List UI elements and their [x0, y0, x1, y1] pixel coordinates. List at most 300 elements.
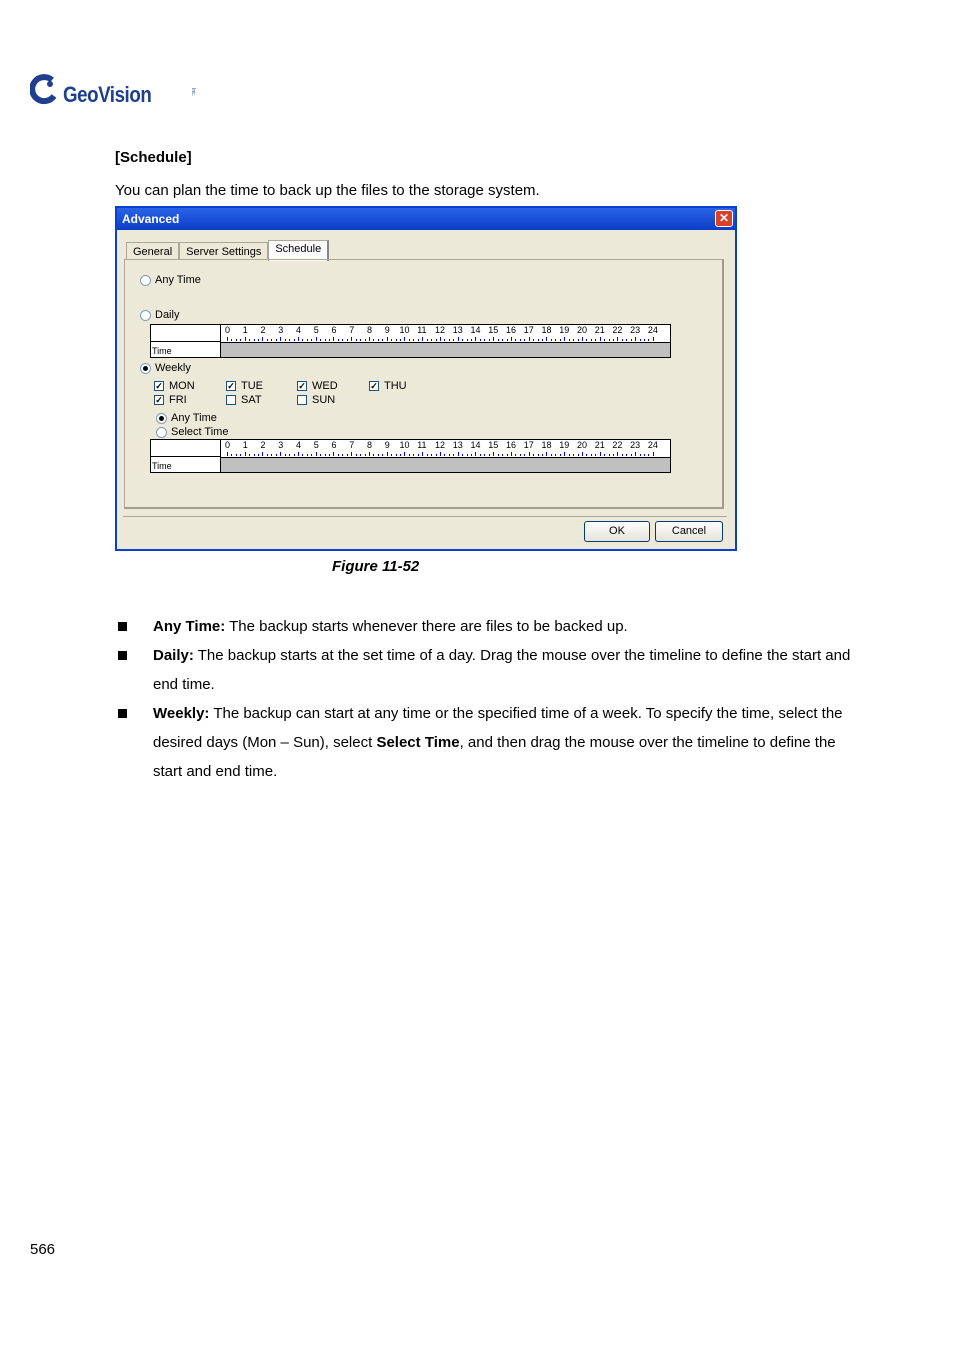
hour-tick — [533, 454, 534, 456]
hour-tick — [449, 339, 450, 341]
hour-tick — [520, 454, 521, 456]
hour-tick — [480, 339, 481, 341]
bullet-daily — [115, 641, 855, 699]
figure-caption: Figure 11-52 — [332, 558, 420, 575]
hour-label: 20 — [576, 440, 587, 450]
hour-tick — [258, 339, 259, 341]
hour-tick — [453, 454, 454, 456]
hour-tick — [365, 454, 366, 456]
hour-tick — [298, 337, 299, 341]
hour-tick — [600, 337, 601, 341]
tab-schedule[interactable]: Schedule — [268, 240, 329, 261]
hour-tick — [231, 339, 232, 341]
hour-tick — [280, 452, 281, 456]
hour-tick — [245, 337, 246, 341]
hour-label: 8 — [366, 440, 372, 450]
hour-tick — [586, 339, 587, 341]
hour-tick — [325, 454, 326, 456]
hour-tick — [369, 452, 370, 456]
hour-label: 5 — [313, 325, 319, 335]
hour-tick — [578, 454, 579, 456]
hour-tick — [431, 454, 432, 456]
hour-tick — [342, 339, 343, 341]
hour-label: 12 — [434, 440, 445, 450]
hour-label: 10 — [399, 440, 410, 450]
bullet-text: The backup starts whenever there are files to be backed up. — [225, 618, 628, 635]
advanced-dialog — [115, 206, 737, 551]
hour-tick — [493, 337, 494, 341]
hour-tick — [444, 454, 445, 456]
hour-tick — [529, 337, 530, 341]
hour-tick — [307, 454, 308, 456]
hour-label: 11 — [417, 325, 427, 335]
hour-label: 7 — [349, 440, 355, 450]
hour-tick — [422, 452, 423, 456]
tue-checkbox[interactable]: ✓ TUE — [227, 380, 263, 392]
weekly-select-time-option[interactable] — [156, 426, 228, 438]
hour-tick — [249, 339, 250, 341]
hour-label: 4 — [295, 325, 301, 335]
hour-tick — [267, 454, 268, 456]
hour-label: 4 — [295, 440, 301, 450]
hour-tick — [236, 454, 237, 456]
hour-tick — [582, 337, 583, 341]
hour-tick — [524, 339, 525, 341]
hour-tick — [382, 339, 383, 341]
hour-tick — [653, 452, 654, 456]
hour-tick — [320, 454, 321, 456]
hour-tick — [515, 339, 516, 341]
geovision-logo-icon — [30, 74, 60, 106]
hour-label: 1 — [242, 325, 248, 335]
hour-tick — [555, 454, 556, 456]
hour-tick — [285, 454, 286, 456]
hour-tick — [622, 454, 623, 456]
hour-tick — [289, 339, 290, 341]
hour-tick — [271, 454, 272, 456]
logo-sub: Inc. — [190, 88, 196, 97]
weekly-any-time-radio[interactable] — [156, 413, 167, 424]
hour-tick — [569, 454, 570, 456]
weekly-timeline[interactable] — [150, 439, 671, 473]
hour-tick — [542, 454, 543, 456]
hour-tick — [511, 337, 512, 341]
hour-tick — [462, 454, 463, 456]
hour-label: 17 — [523, 440, 534, 450]
thu-label: THU — [384, 380, 407, 392]
hour-tick — [458, 337, 459, 341]
hour-tick — [245, 452, 246, 456]
bullet-square-icon — [118, 651, 127, 660]
hour-tick — [569, 339, 570, 341]
hour-tick — [520, 339, 521, 341]
hour-tick — [418, 454, 419, 456]
hour-label: 6 — [331, 440, 337, 450]
daily-time-label: Time — [152, 346, 172, 356]
hour-tick — [391, 454, 392, 456]
hour-label: 16 — [505, 325, 516, 335]
hour-tick — [329, 339, 330, 341]
logo-text: GeoVision — [63, 82, 152, 107]
hour-tick — [400, 454, 401, 456]
hour-tick — [507, 454, 508, 456]
hour-tick — [436, 454, 437, 456]
hour-tick — [351, 337, 352, 341]
bullet-term: Weekly: — [153, 705, 210, 722]
sat-checkbox[interactable] — [226, 394, 262, 406]
hour-tick — [462, 339, 463, 341]
hour-tick — [626, 339, 627, 341]
any-time-label: Any Time — [155, 274, 201, 286]
hour-tick — [573, 454, 574, 456]
hour-tick — [227, 337, 228, 341]
hour-tick — [413, 339, 414, 341]
hour-tick — [338, 454, 339, 456]
hour-label: 15 — [488, 325, 499, 335]
hour-label: 18 — [541, 325, 552, 335]
cancel-button[interactable]: Cancel — [655, 521, 723, 542]
hour-tick — [604, 339, 605, 341]
hour-tick — [617, 452, 618, 456]
hour-tick — [316, 452, 317, 456]
hour-label: 11 — [417, 440, 427, 450]
hour-tick — [551, 454, 552, 456]
hour-tick — [453, 339, 454, 341]
any-time-option[interactable] — [140, 274, 201, 286]
bullet-text: The backup can start at any time or the specified time of a week. To specify the time, select the desired days (Mon – Sun), select — [153, 705, 843, 751]
hour-tick — [440, 337, 441, 341]
hour-tick — [529, 452, 530, 456]
any-time-radio[interactable] — [140, 275, 151, 286]
hour-tick — [484, 454, 485, 456]
weekly-select-time-label: Select Time — [171, 426, 229, 438]
hour-tick — [436, 339, 437, 341]
hour-tick — [254, 454, 255, 456]
hour-tick — [365, 339, 366, 341]
hour-tick — [360, 339, 361, 341]
hour-tick — [227, 452, 228, 456]
hour-tick — [440, 452, 441, 456]
hour-tick — [236, 339, 237, 341]
wed-checkbox[interactable]: ✓ WED — [298, 380, 338, 392]
hour-label: 5 — [313, 440, 319, 450]
hour-label: 9 — [384, 440, 390, 450]
hour-label: 0 — [225, 325, 231, 335]
hour-tick — [564, 452, 565, 456]
hour-tick — [427, 339, 428, 341]
sun-label: SUN — [312, 394, 336, 406]
hour-label: 3 — [278, 440, 284, 450]
weekly-time-bar[interactable] — [221, 457, 670, 472]
hour-label: 18 — [541, 440, 552, 450]
hour-tick — [648, 454, 649, 456]
hour-tick — [467, 454, 468, 456]
hour-tick — [302, 454, 303, 456]
hour-tick — [254, 339, 255, 341]
wed-label: WED — [312, 380, 338, 392]
hour-tick — [298, 452, 299, 456]
hour-tick — [307, 339, 308, 341]
hour-tick — [338, 339, 339, 341]
hour-tick — [467, 339, 468, 341]
sun-checkbox[interactable] — [297, 394, 335, 406]
intro-text: You can plan the time to back up the files to the storage system. — [115, 182, 540, 199]
hour-tick — [524, 454, 525, 456]
bullet-any-time — [115, 612, 855, 641]
hour-tick — [546, 337, 547, 341]
page-number: 566 — [30, 1241, 56, 1258]
hour-tick — [626, 454, 627, 456]
hour-tick — [635, 337, 636, 341]
hour-tick — [347, 339, 348, 341]
hour-tick — [631, 339, 632, 341]
hour-tick — [498, 339, 499, 341]
hour-tick — [294, 339, 295, 341]
ok-button[interactable]: OK — [584, 521, 650, 542]
hour-tick — [258, 454, 259, 456]
hour-tick — [648, 339, 649, 341]
hour-label: 13 — [452, 440, 463, 450]
hour-tick — [613, 339, 614, 341]
hour-tick — [591, 454, 592, 456]
bullet-list — [115, 612, 855, 786]
hour-tick — [289, 454, 290, 456]
hour-label: 3 — [278, 325, 284, 335]
hour-tick — [600, 452, 601, 456]
hour-tick — [560, 454, 561, 456]
hour-tick — [404, 452, 405, 456]
hour-tick — [551, 339, 552, 341]
hour-tick — [418, 339, 419, 341]
hour-label: 1 — [242, 440, 248, 450]
hour-tick — [276, 339, 277, 341]
hour-tick — [635, 452, 636, 456]
dialog-title: Advanced — [122, 212, 180, 226]
hour-tick — [356, 454, 357, 456]
hour-tick — [373, 339, 374, 341]
hour-tick — [262, 337, 263, 341]
hour-tick — [311, 339, 312, 341]
section-title: [Schedule] — [115, 149, 192, 166]
hour-label: 12 — [434, 325, 445, 335]
hour-label: 10 — [399, 325, 410, 335]
hour-label: 23 — [630, 325, 641, 335]
bullet-square-icon — [118, 709, 127, 718]
hour-tick — [617, 337, 618, 341]
hour-tick — [240, 339, 241, 341]
hour-tick — [409, 339, 410, 341]
daily-radio[interactable] — [140, 310, 151, 321]
weekly-any-time-label: Any Time — [171, 412, 217, 424]
hour-tick — [356, 339, 357, 341]
hour-label: 17 — [523, 325, 534, 335]
hour-tick — [329, 454, 330, 456]
hour-tick — [351, 452, 352, 456]
hour-label: 9 — [384, 325, 390, 335]
hour-tick — [582, 452, 583, 456]
hour-tick — [369, 337, 370, 341]
hour-label: 6 — [331, 325, 337, 335]
hour-tick — [458, 452, 459, 456]
bullet-text: , and then drag the mouse over the timeline to define the start and end time. — [153, 734, 836, 780]
hour-tick — [546, 452, 547, 456]
hour-tick — [475, 452, 476, 456]
hour-tick — [489, 339, 490, 341]
hour-label: 24 — [647, 440, 658, 450]
hour-label: 7 — [349, 325, 355, 335]
bullet-bold: Select Time — [376, 734, 460, 751]
hour-tick — [400, 339, 401, 341]
hour-label: 8 — [366, 325, 372, 335]
hour-tick — [387, 452, 388, 456]
hour-tick — [613, 454, 614, 456]
hour-tick — [595, 339, 596, 341]
hour-tick — [555, 339, 556, 341]
hour-tick — [471, 339, 472, 341]
hour-tick — [538, 454, 539, 456]
hour-label: 20 — [576, 325, 587, 335]
mon-checkbox[interactable]: ✓ MON — [155, 380, 195, 392]
bullet-term: Any Time: — [153, 618, 226, 635]
bullet-square-icon — [118, 622, 127, 631]
tab-server-settings[interactable]: Server Settings — [179, 242, 268, 260]
hour-tick — [480, 454, 481, 456]
hour-tick — [538, 339, 539, 341]
hour-tick — [644, 339, 645, 341]
hour-tick — [422, 337, 423, 341]
hour-tick — [560, 339, 561, 341]
tab-general[interactable]: General — [126, 242, 179, 260]
hour-label: 15 — [488, 440, 499, 450]
hour-tick — [564, 337, 565, 341]
bullet-term: Daily: — [153, 647, 194, 664]
daily-hour-scale — [221, 325, 670, 341]
hour-tick — [294, 454, 295, 456]
hour-tick — [347, 454, 348, 456]
hour-label: 22 — [612, 440, 623, 450]
daily-label: Daily — [155, 309, 180, 321]
schedule-panel — [124, 259, 724, 509]
hour-tick — [316, 337, 317, 341]
weekly-select-time-radio[interactable] — [156, 427, 167, 438]
hour-tick — [387, 337, 388, 341]
hour-label: 2 — [260, 440, 266, 450]
hour-label: 14 — [470, 325, 481, 335]
hour-tick — [311, 454, 312, 456]
tab-bar — [126, 240, 329, 260]
hour-label: 24 — [647, 325, 658, 335]
hour-tick — [591, 339, 592, 341]
hour-tick — [609, 454, 610, 456]
weekly-any-time-option[interactable] — [156, 412, 217, 424]
hour-tick — [511, 452, 512, 456]
hour-tick — [502, 339, 503, 341]
sat-label: SAT — [241, 394, 262, 406]
hour-tick — [302, 339, 303, 341]
hour-label: 0 — [225, 440, 231, 450]
hour-tick — [325, 339, 326, 341]
weekly-hour-scale — [221, 440, 670, 456]
dialog-separator — [123, 516, 727, 517]
hour-tick — [573, 339, 574, 341]
dialog-titlebar — [117, 208, 735, 230]
hour-tick — [342, 454, 343, 456]
daily-time-bar[interactable] — [221, 342, 670, 357]
hour-tick — [280, 337, 281, 341]
bullet-text: The backup starts at the set time of a day. Drag the mouse over the timeline to define the start and end time. — [153, 647, 851, 693]
hour-tick — [391, 339, 392, 341]
hour-tick — [333, 452, 334, 456]
hour-tick — [267, 339, 268, 341]
hour-tick — [653, 337, 654, 341]
tue-label: TUE — [241, 380, 263, 392]
hour-tick — [644, 454, 645, 456]
hour-label: 22 — [612, 325, 623, 335]
hour-tick — [609, 339, 610, 341]
hour-tick — [502, 454, 503, 456]
hour-label: 21 — [594, 325, 605, 335]
hour-tick — [427, 454, 428, 456]
hour-tick — [413, 454, 414, 456]
close-icon[interactable]: ✕ — [715, 210, 733, 227]
hour-tick — [262, 452, 263, 456]
hour-tick — [409, 454, 410, 456]
hour-tick — [396, 339, 397, 341]
hour-tick — [231, 454, 232, 456]
hour-tick — [515, 454, 516, 456]
hour-tick — [378, 454, 379, 456]
bullet-weekly — [115, 699, 855, 786]
thu-checkbox[interactable]: ✓ THU — [370, 380, 407, 392]
hour-tick — [271, 339, 272, 341]
weekly-time-label: Time — [152, 461, 172, 471]
hour-tick — [542, 339, 543, 341]
hour-tick — [396, 454, 397, 456]
hour-tick — [475, 337, 476, 341]
weekly-option[interactable] — [140, 362, 191, 374]
hour-label: 16 — [505, 440, 516, 450]
hour-tick — [404, 337, 405, 341]
hour-label: 19 — [559, 325, 570, 335]
hour-tick — [533, 339, 534, 341]
fri-label: FRI — [169, 394, 187, 406]
mon-label: MON — [169, 380, 195, 392]
hour-tick — [595, 454, 596, 456]
hour-tick — [382, 454, 383, 456]
hour-tick — [320, 339, 321, 341]
hour-tick — [249, 454, 250, 456]
weekly-label: Weekly — [155, 362, 191, 374]
fri-checkbox[interactable]: ✓ FRI — [155, 394, 187, 406]
hour-tick — [333, 337, 334, 341]
hour-label: 14 — [470, 440, 481, 450]
daily-option[interactable] — [140, 309, 179, 321]
hour-tick — [578, 339, 579, 341]
hour-tick — [622, 339, 623, 341]
daily-timeline[interactable] — [150, 324, 671, 358]
hour-tick — [507, 339, 508, 341]
hour-tick — [471, 454, 472, 456]
hour-tick — [276, 454, 277, 456]
hour-label: 23 — [630, 440, 641, 450]
hour-tick — [373, 454, 374, 456]
hour-tick — [431, 339, 432, 341]
hour-tick — [484, 339, 485, 341]
weekly-radio[interactable] — [140, 363, 151, 374]
hour-tick — [444, 339, 445, 341]
hour-tick — [285, 339, 286, 341]
hour-tick — [493, 452, 494, 456]
